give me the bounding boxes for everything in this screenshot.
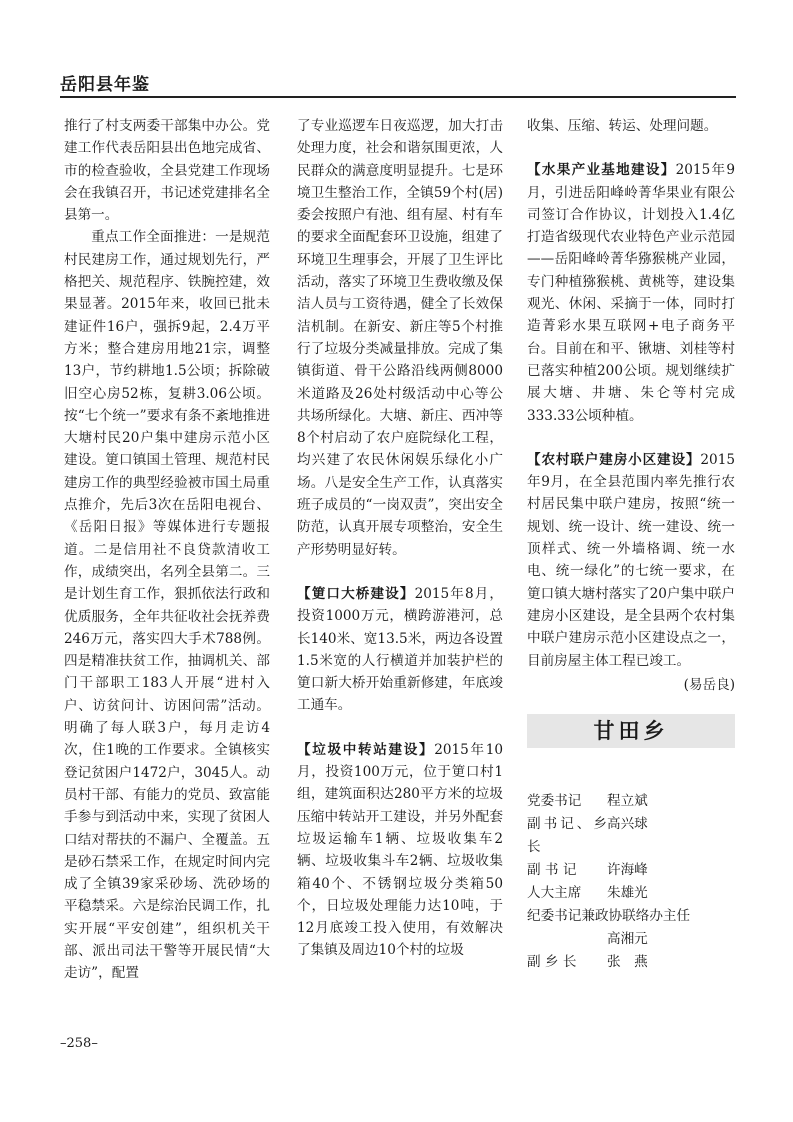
official-role: 人大主席 [527, 885, 582, 902]
official-name: 张 燕 [607, 954, 648, 971]
author-credit: (易岳良) [683, 676, 735, 693]
official-name: 高湘元 [607, 931, 648, 948]
paragraph: 收集、压缩、转运、处理问题。 [527, 118, 718, 134]
official-role: 副 乡 长 [527, 954, 577, 971]
official-role: 党委书记 [527, 793, 582, 810]
official-row [527, 859, 735, 882]
section-text: 2015年8月，投资1000万元，横跨游港河，总长140米、宽13.5米，两边各设置1.5米宽的人行横道并加装护栏的筻口新大桥开始重新修建，年底竣工通车。 [297, 585, 503, 714]
section-fruit-base [527, 159, 735, 427]
section-title: 【农村联户建房小区建设】 [527, 451, 701, 468]
paragraph: 推行了村支两委干部集中办公。党建工作代表岳阳县出色地完成省、市的检查验收，全县党建工作现场会在我镇召开，书记述党建排名全县第一。 [64, 118, 270, 224]
section-bridge [297, 583, 503, 717]
column-left [64, 115, 270, 985]
section-title: 【水果产业基地建设】 [527, 162, 676, 179]
section-text: 2015年10月，投资100万元，位于筻口村1组，建筑面积达280平方米的垃圾压缩中转站开工建设，并另外配套垃圾运输车1辆、垃圾收集车2辆、垃圾收集斗车2辆、垃圾收集箱40个、不锈钢垃圾分类箱50个，日垃圾处理能力达10吨，于12月底竣工投入使用，有效解决了集镇及周边10个村的垃圾 [297, 741, 503, 959]
section-rural-housing [527, 449, 735, 672]
page-number: –258– [60, 1036, 98, 1051]
column-middle [297, 115, 503, 962]
paragraph: 了专业巡逻车日夜巡逻，加大打击处理力度，社会和谐氛围更浓，人民群众的满意度明显提升。七是环境卫生整治工作，全镇59个村(居)委会按照户有池、组有屋、村有车的要求全面配套环卫设施，组建了环境卫生理事会，开展了卫生评比活动，落实了环境卫生费收缴及保洁人员与工资待遇，健全了长效保洁机制。在新安、新庄等5个村推行了垃圾分类减量排放。完成了集镇街道、骨干公路沿线两侧8000米道路及26处村级活动中心等公共场所绿化。大塘、新庄、西冲等8个村启动了农户庭院绿化工程，均兴建了农民休闲娱乐绿化小广场。八是安全生产工作，认真落实班子成员的“一岗双责”，突出安全防范，认真开展专项整治，安全生产形势明显好转。 [297, 118, 503, 558]
official-row [527, 951, 735, 974]
official-role: 副书记、乡长 [527, 816, 607, 856]
official-role: 副 书 记 [527, 862, 577, 879]
header-rule [60, 96, 736, 98]
running-header: 岳阳县年鉴 [60, 75, 150, 95]
official-name: 许海峰 [607, 862, 648, 879]
paragraph: 重点工作全面推进：一是规范村民建房工作，通过规划先行，严格把关、规范程序、铁腕控建，效果显著。2015年来，收回已批未建证件16户，强拆9起，2.4万平方米；整合建房用地21宗，调整13户，节约耕地1.5公顷；拆除破旧空心房52栋，复耕3.06公顷。按“七个统一”要求有条不紊地推进大塘村民20户集中建房示范小区建设。筻口镇国土管理、规范村民建房工作的典型经验被市国土局重点推介，先后3次在岳阳电视台、《岳阳日报》等媒体进行专题报道。二是信用社不良贷款清收工作，成绩突出，名列全县第二。三是计划生育工作，狠抓依法行政和优质服务，全年共征收社会抚养费246万元，落实四大手术788例。四是精准扶贫工作，抽调机关、部门干部职工183人开展“进村入户、访贫问计、访困问需”活动。明确了每人联3户，每月走访4次，住1晚的工作要求。全镇核实登记贫困户1472户，3045人。动员村干部、有能力的党员、致富能手参与到活动中来，实现了贫困人口结对帮扶的不漏户、全覆盖。五是砂石禁采工作，在规定时间内完成了全镇39家采砂场、洗砂场的平稳禁采。六是综治民调工作，扎实开展“平安创建”，组织机关干部、派出司法干警等开展民情“大走访”，配置 [64, 229, 270, 982]
official-row [527, 928, 735, 951]
official-name: 朱雄光 [607, 885, 648, 902]
section-text: 2015年9月，在全县范围内率先推行农村居民集中联户建房，按照“统一规划、统一设计、统一建设、统一顶样式、统一外墙格调、统一水电、统一绿化”的七统一要求，在筻口镇大塘村落实了20户集中联户建房小区建设，是全县两个农村集中联户建房示范小区建设点之一，目前房屋主体工程已竣工。 [527, 451, 735, 669]
official-role: 纪委书记兼政协联络办主任 [527, 908, 691, 925]
column-right [527, 115, 735, 974]
section-garbage-station [297, 739, 503, 962]
official-name: 高兴球 [607, 816, 648, 833]
official-name: 程立斌 [607, 793, 648, 810]
official-row [527, 905, 735, 928]
section-title: 【垃圾中转站建设】 [297, 741, 435, 758]
official-row [527, 882, 735, 905]
officials-list [527, 790, 735, 974]
township-heading: 甘田乡 [527, 714, 735, 748]
section-title: 【筻口大桥建设】 [297, 585, 415, 602]
official-row [527, 813, 735, 859]
official-row [527, 790, 735, 813]
section-text: 2015年9月，引进岳阳峰岭菁华果业有限公司签订合作协议，计划投入1.4亿打造省级现代农业特色产业示范园——岳阳峰岭菁华猕猴桃产业园，专门种植猕猴桃、黄桃等，建设集观光、休闲、采摘于一体，同时打造菁彩水果互联网+电子商务平台。目前在和平、锹塘、刘桂等村已落实种植200公顷。规划继续扩展大塘、井塘、朱仑等村完成333.33公顷种植。 [527, 162, 735, 424]
